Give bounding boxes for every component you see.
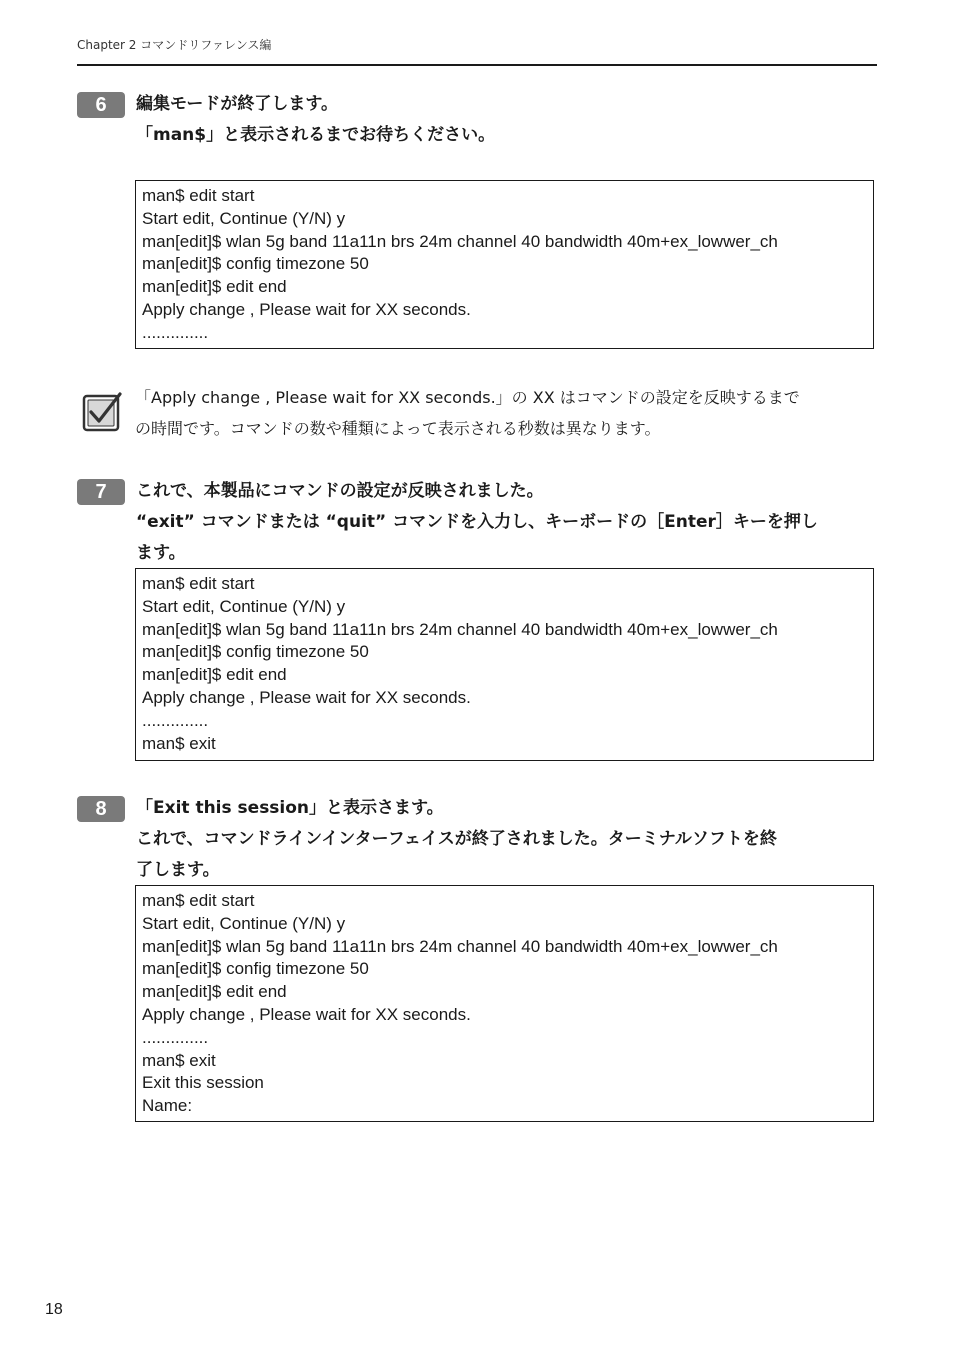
- terminal-line: man[edit]$ wlan 5g band 11a11n brs 24m channel 40 bandwidth 40m+ex_lowwer_ch: [142, 231, 778, 251]
- checkmark-note-icon: [82, 390, 124, 434]
- step-instruction-line: “exit” コマンドまたは “quit” コマンドを入力し、キーボードの［Enter］キーを押し: [136, 512, 818, 532]
- terminal-line: ..............: [142, 710, 209, 730]
- step-instruction-line: これで、本製品にコマンドの設定が反映されました。: [136, 481, 544, 501]
- terminal-line: man[edit]$ wlan 5g band 11a11n brs 24m channel 40 bandwidth 40m+ex_lowwer_ch: [142, 936, 778, 956]
- terminal-line: man$ exit: [142, 1050, 216, 1070]
- terminal-line: Start edit, Continue (Y/N) y: [142, 913, 346, 933]
- note-text: [135, 382, 877, 444]
- step-instruction-line: 「Exit this session」と表示さます。: [136, 798, 444, 818]
- step-instruction-line: 「man$」と表示されるまでお待ちください。: [136, 125, 496, 145]
- terminal-line: Apply change , Please wait for XX seconds.: [142, 299, 471, 319]
- page-number: 18: [45, 1301, 63, 1318]
- terminal-line: Apply change , Please wait for XX seconds.: [142, 1004, 471, 1024]
- terminal-line: man[edit]$ edit end: [142, 982, 287, 1002]
- chapter-header: Chapter 2 コマンドリファレンス編: [77, 38, 272, 52]
- terminal-line: man[edit]$ config timezone 50: [142, 642, 369, 662]
- step-instruction-line: 編集モードが終了します。: [136, 94, 338, 114]
- terminal-line: man[edit]$ config timezone 50: [142, 254, 369, 274]
- terminal-line: man[edit]$ edit end: [142, 277, 287, 297]
- terminal-line: man$ edit start: [142, 891, 255, 910]
- terminal-line: ..............: [142, 322, 209, 342]
- terminal-line: Apply change , Please wait for XX seconds.: [142, 687, 471, 707]
- terminal-line: ..............: [142, 1027, 209, 1047]
- step-instruction: [136, 89, 877, 151]
- terminal-line: man[edit]$ config timezone 50: [142, 959, 369, 979]
- terminal-line: Start edit, Continue (Y/N) y: [142, 596, 346, 616]
- step-number-badge: 8: [77, 796, 125, 822]
- terminal-line: man[edit]$ wlan 5g band 11a11n brs 24m channel 40 bandwidth 40m+ex_lowwer_ch: [142, 619, 778, 639]
- step-instruction-line: ます。: [136, 543, 186, 563]
- step-number-badge: 6: [77, 92, 125, 118]
- header-rule: [77, 64, 877, 66]
- terminal-output-box: [135, 885, 874, 1122]
- terminal-line: man$ exit: [142, 733, 216, 753]
- step-instruction-line: これで、コマンドラインインターフェイスが終了されました。ターミナルソフトを終: [136, 829, 777, 849]
- note-line: の時間です。コマンドの数や種類によって表示される秒数は異なります。: [135, 419, 661, 438]
- terminal-line: man$ edit start: [142, 574, 255, 593]
- note-line: 「Apply change , Please wait for XX seconds.」の XX はコマンドの設定を反映するまで: [135, 388, 800, 407]
- terminal-output-box: [135, 180, 874, 349]
- step-number-badge: 7: [77, 479, 125, 505]
- step-instruction: [136, 793, 877, 886]
- terminal-line: man[edit]$ edit end: [142, 665, 287, 685]
- terminal-line: Start edit, Continue (Y/N) y: [142, 208, 346, 228]
- terminal-line: Exit this session: [142, 1073, 264, 1093]
- terminal-output-box: [135, 568, 874, 761]
- step-instruction-line: 了します。: [136, 860, 220, 880]
- terminal-line: Name:: [142, 1096, 193, 1116]
- step-instruction: [136, 476, 877, 569]
- terminal-line: man$ edit start: [142, 186, 255, 205]
